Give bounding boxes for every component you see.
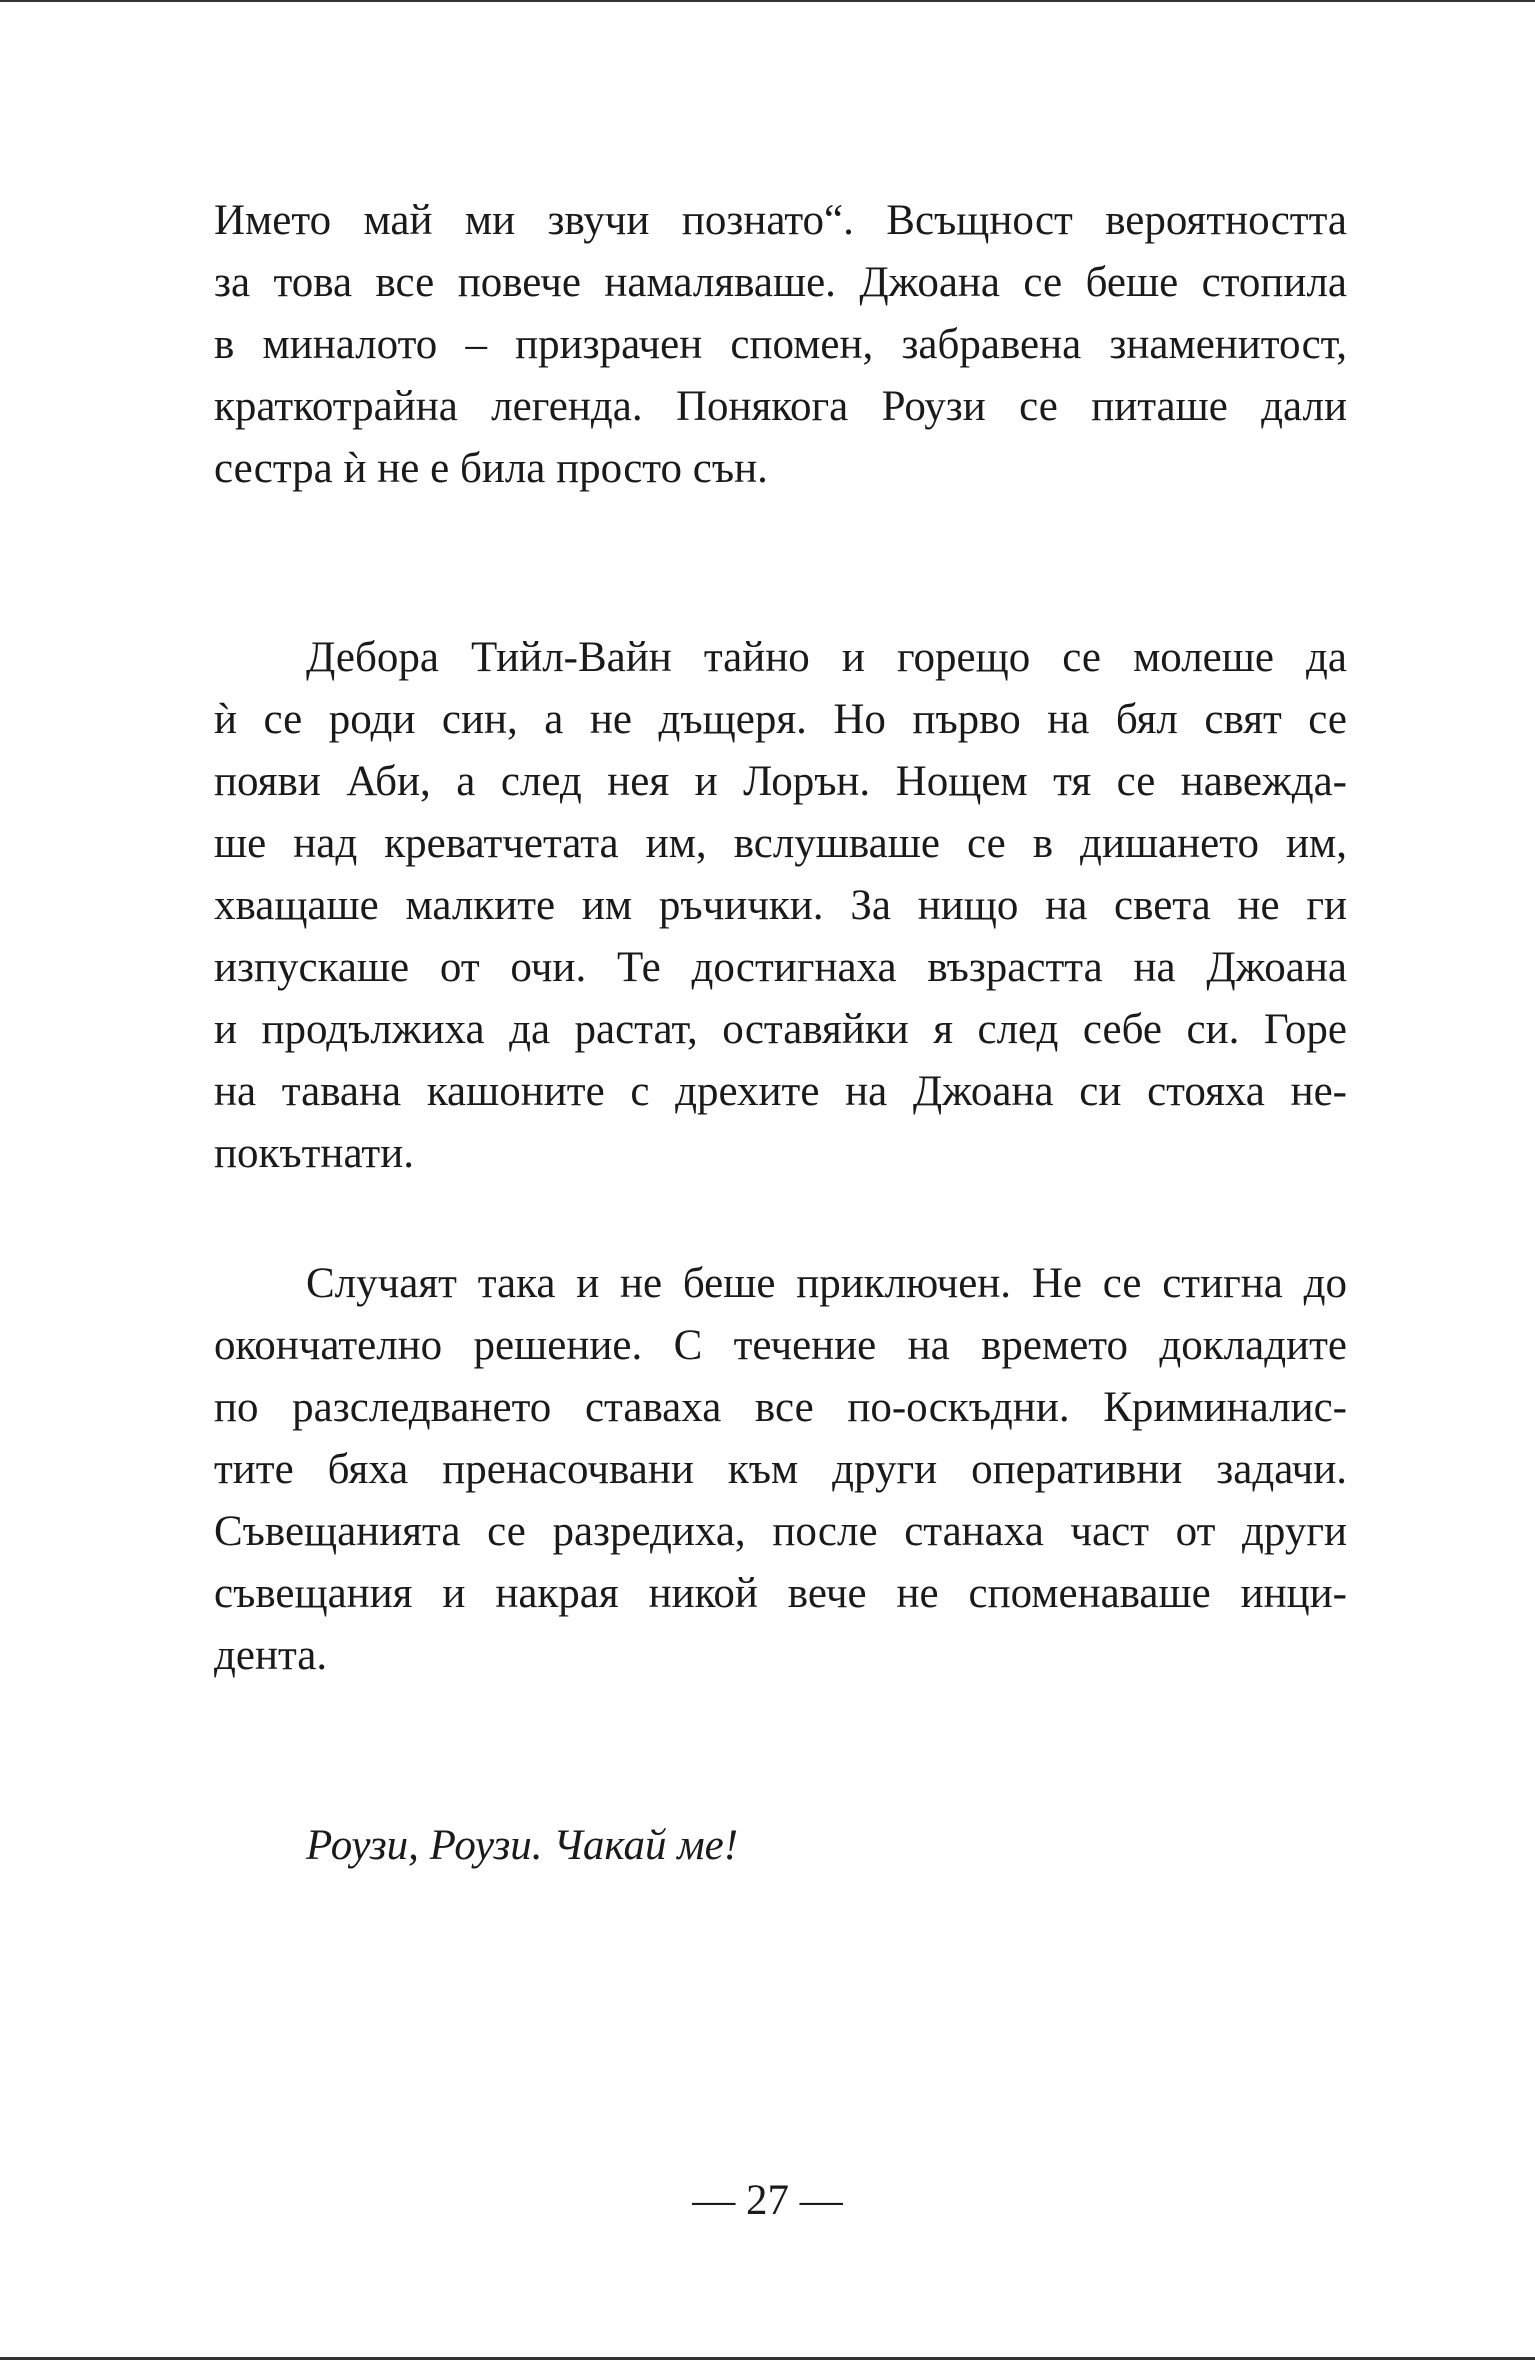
paragraph-line: хващаше малките им ръчички. За нищо на света не ги bbox=[214, 882, 1347, 929]
page-bottom-edge bbox=[0, 2357, 1535, 2360]
paragraph-line: Дебора Тийл-Вайн тайно и горещо се молеше да bbox=[306, 634, 1347, 681]
paragraph-line: изпускаше от очи. Те достигнаха възрастта на Джоана bbox=[214, 944, 1347, 991]
paragraph-3 bbox=[214, 1253, 1347, 1687]
paragraph-line: и продължиха да растат, оставяйки я след себе си. Горе bbox=[214, 1006, 1347, 1053]
paragraph-line: покътнати. bbox=[214, 1130, 414, 1177]
paragraph-line: Съвещанията се разредиха, после станаха част от други bbox=[214, 1508, 1347, 1555]
paragraph-line: за това все повече намаляваше. Джоана се беше стопила bbox=[214, 259, 1347, 306]
paragraph-line: сестра ѝ не е била просто сън. bbox=[214, 445, 768, 492]
paragraph-line: ѝ се роди син, а не дъщеря. Но първо на бял свят се bbox=[214, 696, 1347, 743]
paragraph-line: Роузи, Роузи. Чакай ме! bbox=[306, 1822, 739, 1869]
paragraph-line: Името май ми звучи познато“. Всъщност вероятността bbox=[214, 197, 1347, 244]
paragraph-line: ше над креватчетата им, вслушваше се в дишането им, bbox=[214, 820, 1347, 867]
paragraph-line: на тавана кашоните с дрехите на Джоана си стояха не- bbox=[214, 1068, 1347, 1115]
paragraph-line: тите бяха пренасочвани към други оперативни задачи. bbox=[214, 1446, 1347, 1493]
paragraph-1 bbox=[214, 190, 1347, 500]
paragraph-line: появи Аби, а след нея и Лорън. Нощем тя се навежда- bbox=[214, 758, 1347, 805]
paragraph-line: Случаят така и не беше приключен. Не се стигна до bbox=[306, 1260, 1347, 1307]
page-top-edge bbox=[0, 0, 1535, 2]
page-number: — 27 — bbox=[692, 2177, 843, 2224]
paragraph-line: в миналото – призрачен спомен, забравена знаменитост, bbox=[214, 321, 1347, 368]
paragraph-4-italic bbox=[214, 1815, 1347, 1877]
paragraph-line: окончателно решение. С течение на времето докладите bbox=[214, 1322, 1347, 1369]
paragraph-line: дента. bbox=[214, 1632, 328, 1679]
paragraph-line: по разследването ставаха все по-оскъдни. Криминалис- bbox=[214, 1384, 1347, 1431]
paragraph-line: краткотрайна легенда. Понякога Роузи се питаше дали bbox=[214, 383, 1347, 430]
paragraph-line: съвещания и накрая никой вече не споменаваше инци- bbox=[214, 1570, 1347, 1617]
paragraph-2 bbox=[214, 627, 1347, 1185]
